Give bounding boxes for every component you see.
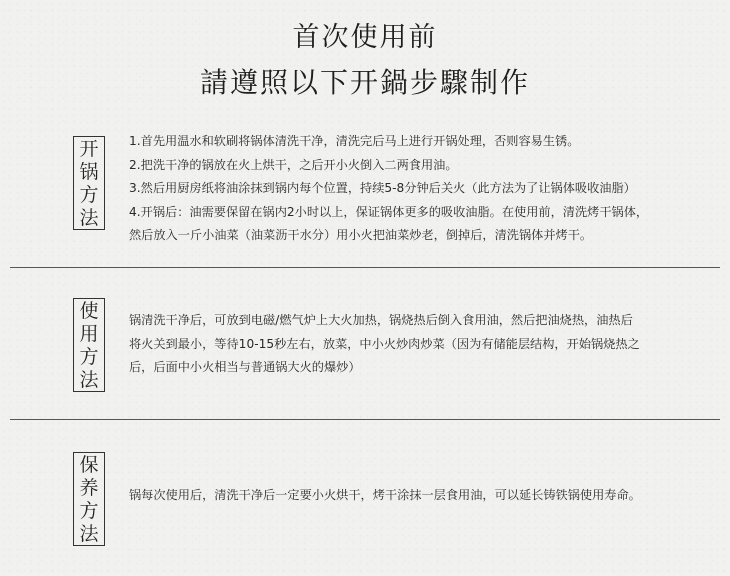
section-label-seasoning: [73, 136, 105, 230]
text-line: 4.开锅后：油需要保留在锅内2小时以上，保证锅体更多的吸收油脂。在使用前，清洗烤干锅体，: [129, 204, 649, 219]
label-char: 方: [79, 499, 99, 522]
label-char: 保: [79, 453, 99, 476]
text-line: 1.首先用温水和软刷将锅体清洗干净，清洗完后马上进行开锅处理，否则容易生锈。: [129, 134, 580, 148]
section-divider: [10, 267, 720, 268]
label-char: 方: [79, 345, 99, 368]
label-char: 开: [79, 137, 99, 160]
section-content-maintenance: [129, 484, 689, 508]
text-line: 锅清洗干净后，可放到电磁/燃气炉上大火加热，锅烧热后倒入食用油，然后把油烧热，油热后: [129, 313, 633, 327]
page-title: 首次使用前: [292, 22, 438, 53]
section-content-usage: [129, 309, 689, 380]
page-subtitle: 請遵照以下开鍋步驟制作: [199, 66, 530, 99]
section-label-usage: [73, 298, 105, 392]
label-char: 使: [79, 299, 99, 322]
section-label-maintenance: [73, 452, 105, 546]
label-char: 法: [79, 522, 99, 545]
text-line: 然后放入一斤小油菜（油菜沥干水分）用小火把油菜炒老，倒掉后，清洗锅体并烤干。: [129, 228, 593, 242]
text-line: 锅每次使用后，清洗干净后一定要小火烘干，烤干涂抹一层食用油，可以延长铸铁锅使用寿命。: [129, 488, 641, 502]
section-content-seasoning: [129, 130, 689, 248]
label-char: 法: [79, 206, 99, 229]
label-char: 方: [79, 183, 99, 206]
section-divider: [10, 419, 720, 420]
text-line: 3.然后用厨房纸将油涂抹到锅内每个位置，持续5-8分钟后关火（此方法为了让锅体吸收油脂）: [129, 181, 636, 195]
label-char: 用: [79, 322, 99, 345]
text-line: 2.把洗干净的锅放在火上烘干，之后开小火倒入二两食用油。: [129, 157, 458, 172]
text-line: 将火关到最小，等待10-15秒左右，放菜，中小火炒肉炒菜（因为有储能层结构，开始锅烧热之: [129, 336, 640, 351]
label-char: 养: [79, 476, 99, 499]
label-char: 法: [79, 368, 99, 391]
text-line: 后，后面中小火相当与普通锅大火的爆炒）: [129, 360, 361, 374]
label-char: 锅: [79, 160, 99, 183]
